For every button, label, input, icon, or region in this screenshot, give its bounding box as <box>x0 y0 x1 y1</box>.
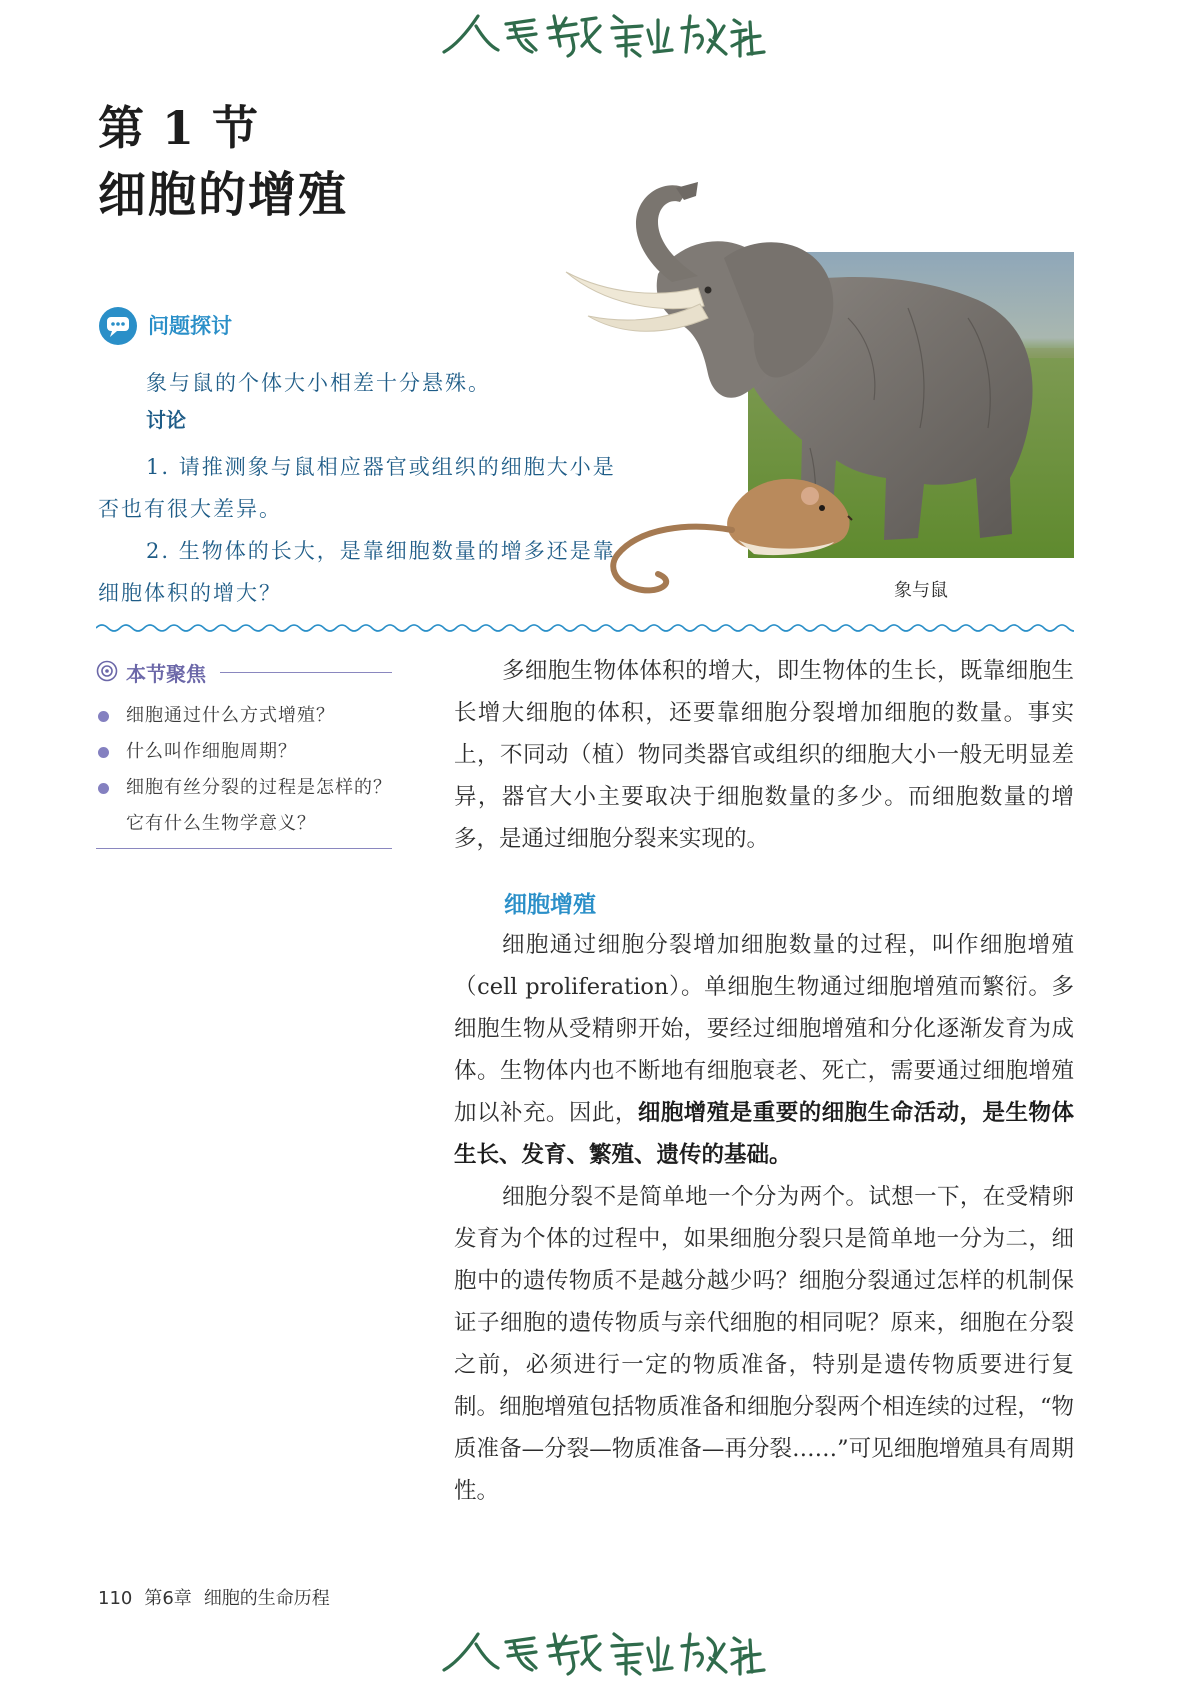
figure-caption: 象与鼠 <box>894 580 948 601</box>
elephant-mouse-illustration <box>548 178 1078 618</box>
focus-item: 细胞通过什么方式增殖？ <box>96 698 392 734</box>
publisher-logo-header <box>436 6 766 62</box>
focus-item: 细胞有丝分裂的过程是怎样的？它有什么生物学意义？ <box>96 770 392 842</box>
problem-intro: 象与鼠的个体大小相差十分悬殊。 <box>146 371 491 395</box>
focus-header-rule <box>220 672 392 673</box>
key-concept-bold: 细胞增殖是重要的细胞生命活动，是生物体生长、发育、繁殖、遗传的基础。 <box>454 1100 1074 1168</box>
focus-list <box>96 698 392 842</box>
page-number: 110 <box>98 1588 133 1609</box>
problem-box-title: 问题探讨 <box>148 314 232 338</box>
chapter-label: 第6章 <box>144 1588 192 1609</box>
body-paragraph-2 <box>454 924 1074 1176</box>
subsection-heading: 细胞增殖 <box>504 892 596 918</box>
speech-bubble-icon <box>98 306 138 346</box>
paragraph-2-text: 细胞通过细胞分裂增加细胞数量的过程，叫作细胞增殖（cell proliferation）。单细胞生物通过细胞增殖而繁衍。多细胞生物从受精卵开始，要经过细胞增殖和分化逐渐发育为成体。生物体内也不断地有细胞衰老、死亡，需要通过细胞增殖加以补充。因此， <box>454 932 1074 1126</box>
chapter-title: 细胞的生命历程 <box>203 1588 330 1609</box>
body-paragraph-1: 多细胞生物体体积的增大，即生物体的生长，既靠细胞生长增大细胞的体积，还要靠细胞分裂增加细胞的数量。事实上，不同动（植）物同类器官或组织的细胞大小一般无明显差异，器官大小主要取决于细胞数量的多少。而细胞数量的增多，是通过细胞分裂来实现的。 <box>454 658 1074 852</box>
focus-title: 本节聚焦 <box>126 662 206 686</box>
wavy-divider <box>96 622 1074 634</box>
discussion-question-1: 1. 请推测象与鼠相应器官或组织的细胞大小是否也有很大差异。 <box>98 455 616 521</box>
discussion-question-2: 2. 生物体的长大，是靠细胞数量的增多还是靠细胞体积的增大？ <box>98 539 616 605</box>
bullet-icon <box>98 783 109 794</box>
focus-header <box>96 656 392 688</box>
section-title: 细胞的增殖 <box>98 167 349 223</box>
focus-bottom-rule <box>96 848 392 849</box>
discussion-label: 讨论 <box>146 408 186 432</box>
focus-item: 什么叫作细胞周期？ <box>96 734 392 770</box>
section-number: 第 1 节 <box>98 101 260 155</box>
target-icon <box>96 660 118 682</box>
publisher-logo-footer <box>436 1624 766 1680</box>
page-footer <box>98 1584 342 1610</box>
body-paragraph-3: 细胞分裂不是简单地一个分为两个。试想一下，在受精卵发育为个体的过程中，如果细胞分裂只是简单地一分为二，细胞中的遗传物质不是越分越少吗？细胞分裂通过怎样的机制保证子细胞的遗传物质与亲代细胞的相同呢？原来，细胞在分裂之前，必须进行一定的物质准备，特别是遗传物质要进行复制。细胞增殖包括物质准备和细胞分裂两个相连续的过程，“物质准备—分裂—物质准备—再分裂……”可见细胞增殖具有周期性。 <box>454 1184 1074 1504</box>
bullet-icon <box>98 711 109 722</box>
bullet-icon <box>98 747 109 758</box>
